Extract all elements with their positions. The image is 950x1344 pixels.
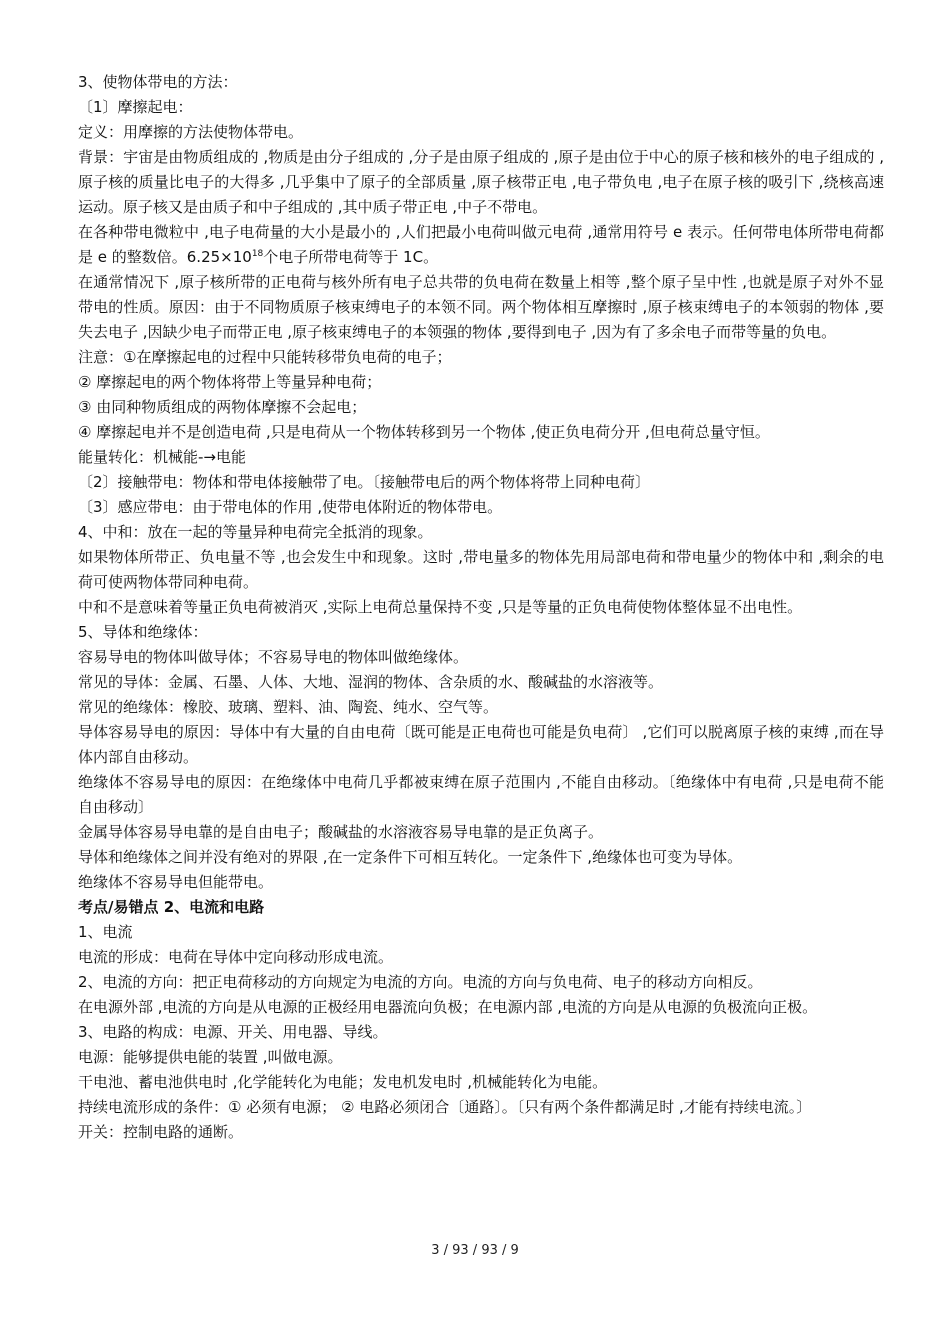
document-body (68, 70, 884, 1145)
paragraph-text: 电流的形成：电荷在导体中定向移动形成电流。 (78, 948, 394, 966)
paragraph (68, 645, 884, 670)
paragraph (68, 620, 884, 645)
paragraph (68, 1120, 884, 1145)
paragraph-text: 1、电流 (78, 923, 133, 941)
paragraph-text: 常见的导体：金属、石墨、人体、大地、湿润的物体、含杂质的水、酸碱盐的水溶液等。 (78, 673, 664, 691)
paragraph-text: 考点/易错点 2、电流和电路 (78, 898, 265, 916)
paragraph (68, 445, 884, 470)
paragraph-text: 开关：控制电路的通断。 (78, 1123, 244, 1141)
paragraph-text: 背景：宇宙是由物质组成的 ,物质是由分子组成的 ,分子是由原子组成的 ,原子是由位于中心的原子核和核外的电子组成的 ,原子核的质量比电子的大得多 ,几乎集中了原子的全部质量 ,原子核带正电 ,电子带负电 ,电子在原子核的吸引下 ,绕核高速运动。原子核又是由质子和中子组成的 ,其中质子带正电 ,中子不带电。 (78, 148, 884, 216)
paragraph-text: 常见的绝缘体：橡胶、玻璃、塑料、油、陶瓷、纯水、空气等。 (78, 698, 499, 716)
paragraph (68, 1070, 884, 1095)
paragraph (68, 395, 884, 420)
paragraph-text: 在电源外部 ,电流的方向是从电源的正极经用电器流向负极；在电源内部 ,电流的方向是从电源的负极流向正极。 (78, 998, 818, 1016)
paragraph-text: 在各种带电微粒中 ,电子电荷量的大小是最小的 ,人们把最小电荷叫做元电荷 ,通常用符号 e 表示。任何带电体所带电荷都是 e 的整数倍。6.25×10 (78, 223, 884, 266)
paragraph-text: 注意：①在摩擦起电的过程中只能转移带负电荷的电子； (78, 348, 452, 366)
paragraph (68, 695, 884, 720)
paragraph-text: 在通常情况下 ,原子核所带的正电荷与核外所有电子总共带的负电荷在数量上相等 ,整个原子呈中性 ,也就是原子对外不显带电的性质。原因：由于不同物质原子核束缚电子的本领不同。两个物体相互摩擦时 ,原子核束缚电子的本领弱的物体 ,要失去电子 ,因缺少电子而带正电 ,原子核束缚电子的本领强的物体 ,要得到电子 ,因为有了多余电子而带等量的负电。 (78, 273, 884, 341)
paragraph (68, 1045, 884, 1070)
page-number: 3 / 93 / 93 / 9 (431, 1243, 519, 1258)
paragraph-text: ④ 摩擦起电并不是创造电荷 ,只是电荷从一个物体转移到另一个物体 ,使正负电荷分开 ,但电荷总量守恒。 (78, 423, 770, 441)
paragraph-text-tail: 个电子所带电荷等于 1C。 (263, 248, 439, 266)
paragraph-text: 导体容易导电的原因：导体中有大量的自由电荷〔既可能是正电荷也可能是负电荷〕 ,它们可以脱离原子核的束缚 ,而在导体内部自由移动。 (78, 723, 884, 766)
paragraph (68, 120, 884, 145)
paragraph-text: 金属导体容易导电靠的是自由电子；酸碱盐的水溶液容易导电靠的是正负离子。 (78, 823, 604, 841)
paragraph (68, 95, 884, 120)
paragraph-text: 容易导电的物体叫做导体；不容易导电的物体叫做绝缘体。 (78, 648, 469, 666)
paragraph (68, 770, 884, 820)
paragraph (68, 595, 884, 620)
paragraph-text: 能量转化：机械能-→电能 (78, 448, 246, 466)
paragraph (68, 545, 884, 595)
paragraph-text: 2、电流的方向：把正电荷移动的方向规定为电流的方向。电流的方向与负电荷、电子的移动方向相反。 (78, 973, 763, 991)
paragraph-text: 5、导体和绝缘体： (78, 623, 208, 641)
paragraph-text: 如果物体所带正、负电量不等 ,也会发生中和现象。这时 ,带电量多的物体先用局部电荷和带电量少的物体中和 ,剩余的电荷可使两物体带同种电荷。 (78, 548, 884, 591)
paragraph (68, 1095, 884, 1120)
paragraph-text: ② 摩擦起电的两个物体将带上等量异种电荷； (78, 373, 382, 391)
superscript-exponent: 18 (251, 249, 264, 259)
paragraph-text: 电源：能够提供电能的装置 ,叫做电源。 (78, 1048, 343, 1066)
paragraph (68, 920, 884, 945)
paragraph (68, 270, 884, 345)
paragraph (68, 220, 884, 270)
paragraph (68, 970, 884, 995)
paragraph (68, 720, 884, 770)
paragraph (68, 345, 884, 370)
paragraph (68, 870, 884, 895)
paragraph (68, 470, 884, 495)
paragraph-text: ③ 由同种物质组成的两物体摩擦不会起电； (78, 398, 367, 416)
paragraph-text: 导体和绝缘体之间并没有绝对的界限 ,在一定条件下可相互转化。一定条件下 ,绝缘体也可变为导体。 (78, 848, 743, 866)
paragraph-text: 绝缘体不容易导电的原因：在绝缘体中电荷几乎都被束缚在原子范围内 ,不能自由移动。〔绝缘体中有电荷 ,只是电荷不能自由移动〕 (78, 773, 884, 816)
paragraph (68, 370, 884, 395)
paragraph (68, 670, 884, 695)
paragraph-text: 定义：用摩擦的方法使物体带电。 (78, 123, 304, 141)
paragraph-text: 干电池、蓄电池供电时 ,化学能转化为电能；发电机发电时 ,机械能转化为电能。 (78, 1073, 608, 1091)
paragraph-text: 3、电路的构成：电源、开关、用电器、导线。 (78, 1023, 388, 1041)
paragraph (68, 495, 884, 520)
paragraph (68, 1020, 884, 1045)
paragraph (68, 845, 884, 870)
paragraph (68, 945, 884, 970)
paragraph-text: 〔2〕接触带电：物体和带电体接触带了电。〔接触带电后的两个物体将带上同种电荷〕 (78, 473, 651, 491)
paragraph-text: 中和不是意味着等量正负电荷被消灭 ,实际上电荷总量保持不变 ,只是等量的正负电荷使物体整体显不出电性。 (78, 598, 803, 616)
paragraph-text: 绝缘体不容易导电但能带电。 (78, 873, 274, 891)
paragraph-text: 〔3〕感应带电：由于带电体的作用 ,使带电体附近的物体带电。 (78, 498, 503, 516)
paragraph (68, 520, 884, 545)
paragraph-text: 〔1〕摩擦起电： (78, 98, 193, 116)
paragraph (68, 420, 884, 445)
paragraph-text: 3、使物体带电的方法： (78, 73, 238, 91)
paragraph (68, 995, 884, 1020)
section-heading (68, 895, 884, 920)
paragraph (68, 70, 884, 95)
paragraph-text: 4、中和：放在一起的等量异种电荷完全抵消的现象。 (78, 523, 433, 541)
paragraph (68, 820, 884, 845)
paragraph-text: 持续电流形成的条件：① 必须有电源； ② 电路必须闭合〔通路〕。〔只有两个条件都满足时 ,才能有持续电流。〕 (78, 1098, 812, 1116)
paragraph (68, 145, 884, 220)
